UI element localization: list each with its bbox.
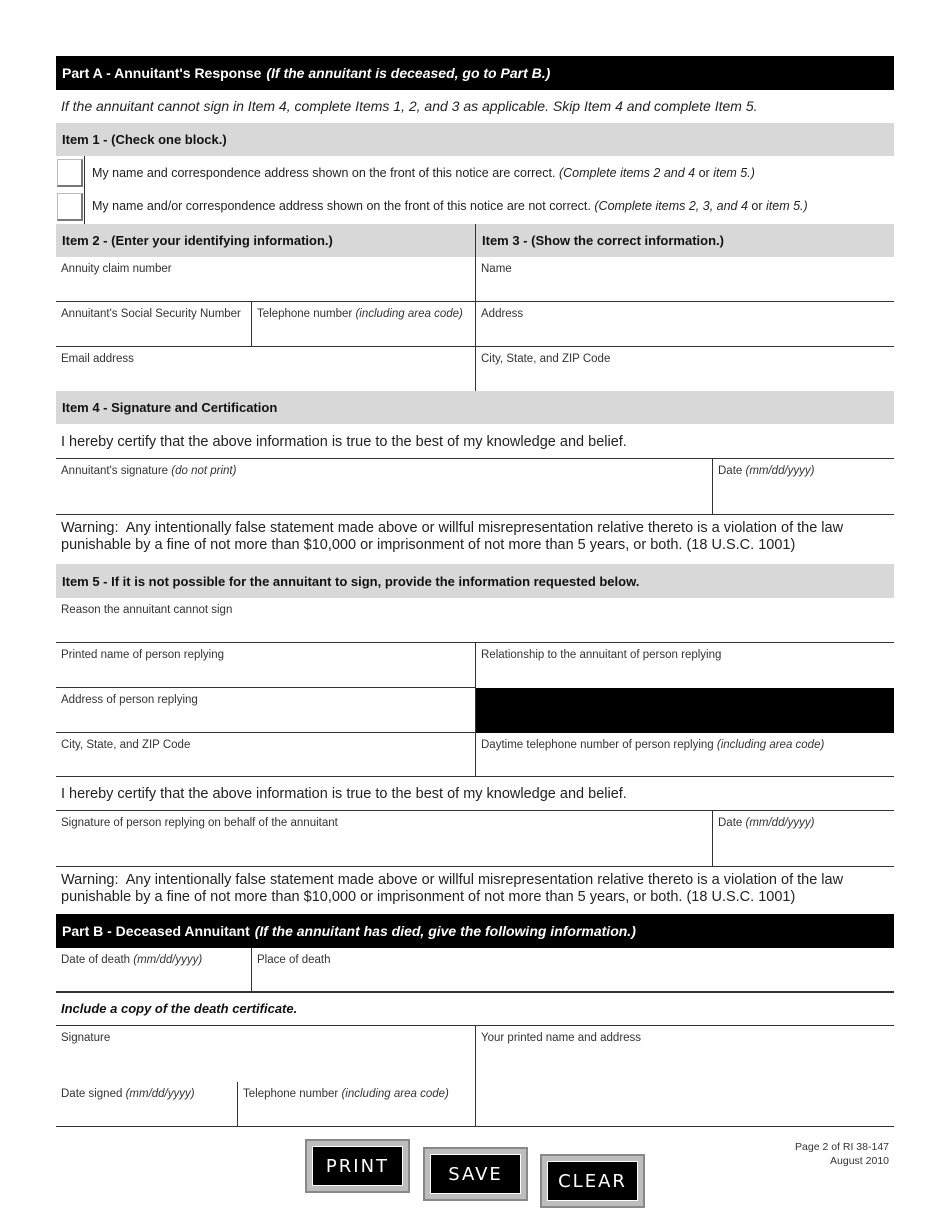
item5-header: Item 5 - If it is not possible for the annuitant to sign, provide the information requested below. bbox=[56, 564, 894, 598]
part-a-header bbox=[56, 56, 894, 90]
annuitant-signature-label: Annuitant's signature (do not print) bbox=[61, 465, 237, 477]
item4-header: Item 4 - Signature and Certification bbox=[56, 391, 894, 424]
part-a-instruction: If the annuitant cannot sign in Item 4, complete Items 1, 2, and 3 as applicable. Skip Item 4 and complete Item 5. bbox=[61, 98, 758, 114]
item3-header: Item 3 - (Show the correct information.) bbox=[476, 224, 894, 257]
part-b-title: Part B - Deceased Annuitant bbox=[62, 923, 250, 939]
reason-field[interactable] bbox=[56, 598, 894, 643]
replier-address-label: Address of person replying bbox=[61, 694, 198, 706]
death-date-label: Date of death (mm/dd/yyyy) bbox=[61, 954, 203, 966]
item3-name-label: Name bbox=[481, 263, 512, 275]
annuity-claim-label: Annuity claim number bbox=[61, 263, 172, 275]
clear-button-label: CLEAR bbox=[547, 1161, 638, 1201]
reason-label: Reason the annuitant cannot sign bbox=[61, 604, 233, 616]
death-place-field[interactable] bbox=[252, 948, 894, 992]
replier-address-field[interactable] bbox=[56, 688, 475, 733]
replier-phone-label: Daytime telephone number of person replying (including area code) bbox=[481, 739, 825, 751]
print-button-label: PRINT bbox=[312, 1146, 403, 1186]
part-b-printed-name-field[interactable] bbox=[476, 1026, 894, 1126]
item1-header: Item 1 - (Check one block.) bbox=[56, 123, 894, 156]
date-signed-field[interactable] bbox=[56, 1082, 237, 1126]
replier-city-label: City, State, and ZIP Code bbox=[61, 739, 191, 751]
footer-page: Page 2 of RI 38-147 bbox=[795, 1141, 889, 1153]
item3-city-label: City, State, and ZIP Code bbox=[481, 353, 611, 365]
item1-option1 bbox=[92, 166, 755, 180]
item1-option2-note-a: (Complete items 2, 3, and 4 bbox=[594, 199, 748, 213]
item4-date-label: Date (mm/dd/yyyy) bbox=[718, 465, 815, 477]
item1-option2 bbox=[92, 199, 808, 213]
footer-date: August 2010 bbox=[830, 1155, 889, 1167]
item1-option1-checkbox[interactable] bbox=[57, 159, 83, 187]
death-certificate-note: Include a copy of the death certificate. bbox=[61, 1001, 298, 1016]
part-b-title-note: (If the annuitant has died, give the following information.) bbox=[254, 923, 636, 939]
item1-option1-text: My name and correspondence address shown on the front of this notice are correct. bbox=[92, 166, 556, 180]
item2-phone-label: Telephone number (including area code) bbox=[257, 308, 463, 320]
part-b-phone-label: Telephone number (including area code) bbox=[243, 1088, 449, 1100]
part-b-printed-name-label: Your printed name and address bbox=[481, 1032, 642, 1044]
part-b-signature-label: Signature bbox=[61, 1032, 111, 1044]
annuitant-signature-field[interactable] bbox=[56, 459, 712, 514]
ssn-label: Annuitant's Social Security Number bbox=[61, 308, 241, 320]
part-b-phone-field[interactable] bbox=[238, 1082, 475, 1126]
item3-address-label: Address bbox=[481, 308, 524, 320]
email-field[interactable] bbox=[56, 347, 475, 391]
save-button[interactable] bbox=[423, 1147, 528, 1201]
item4-date-field[interactable] bbox=[713, 459, 894, 514]
item1-option2-or: or bbox=[751, 199, 763, 213]
save-button-label: SAVE bbox=[430, 1154, 521, 1194]
replier-signature-field[interactable] bbox=[56, 811, 712, 866]
relationship-field[interactable] bbox=[476, 643, 894, 688]
page-footer bbox=[795, 1140, 889, 1168]
item1-option2-note-b: item 5.) bbox=[766, 199, 808, 213]
replier-phone-field[interactable] bbox=[476, 733, 894, 777]
redacted-block bbox=[476, 688, 894, 733]
replier-signature-label: Signature of person replying on behalf of the annuitant bbox=[61, 817, 338, 829]
replier-city-field[interactable] bbox=[56, 733, 475, 777]
part-a-title: Part A - Annuitant's Response bbox=[62, 65, 262, 81]
item5-warning-label: Warning: bbox=[61, 872, 119, 888]
email-label: Email address bbox=[61, 353, 134, 365]
item5-warning-text: Any intentionally false statement made above or willful misrepresentation relative thereto is a violation of the law punishable by a fine of not more than $10,000 or imprisonment of not more than 5 years, or both. (18 U.S.C. 1001) bbox=[61, 872, 844, 905]
print-button[interactable] bbox=[305, 1139, 410, 1193]
item5-date-label: Date (mm/dd/yyyy) bbox=[718, 817, 815, 829]
clear-button[interactable] bbox=[540, 1154, 645, 1208]
item1-option1-or: or bbox=[698, 166, 710, 180]
death-place-label: Place of death bbox=[257, 954, 331, 966]
printed-name-field[interactable] bbox=[56, 643, 475, 688]
item1-option1-note-a: (Complete items 2 and 4 bbox=[558, 166, 696, 180]
item1-option2-text: My name and/or correspondence address shown on the front of this notice are not correct. bbox=[92, 199, 591, 213]
item2-header: Item 2 - (Enter your identifying information.) bbox=[56, 224, 475, 257]
item3-address-field[interactable] bbox=[476, 302, 894, 347]
relationship-label: Relationship to the annuitant of person replying bbox=[481, 649, 722, 661]
item3-name-field[interactable] bbox=[476, 257, 894, 302]
item4-warning bbox=[61, 520, 891, 554]
part-b-header bbox=[56, 914, 894, 948]
item4-warning-label: Warning: bbox=[61, 520, 119, 536]
death-date-field[interactable] bbox=[56, 948, 251, 992]
item5-certify: I hereby certify that the above information is true to the best of my knowledge and belief. bbox=[61, 786, 627, 802]
item1-option2-checkbox[interactable] bbox=[57, 193, 83, 221]
item4-certify: I hereby certify that the above information is true to the best of my knowledge and belief. bbox=[61, 434, 627, 450]
item1-option1-note-b: item 5.) bbox=[713, 166, 755, 180]
part-a-title-note: (If the annuitant is deceased, go to Part B.) bbox=[266, 65, 551, 81]
ssn-field[interactable] bbox=[56, 302, 251, 347]
item3-city-field[interactable] bbox=[476, 347, 894, 391]
date-signed-label: Date signed (mm/dd/yyyy) bbox=[61, 1088, 195, 1100]
part-b-signature-field[interactable] bbox=[56, 1026, 475, 1081]
item5-date-field[interactable] bbox=[713, 811, 894, 866]
annuity-claim-field[interactable] bbox=[56, 257, 475, 302]
item2-phone-field[interactable] bbox=[252, 302, 475, 347]
item4-warning-text: Any intentionally false statement made above or willful misrepresentation relative thereto is a violation of the law punishable by a fine of not more than $10,000 or imprisonment of not more than 5 years, or both. (18 U.S.C. 1001) bbox=[61, 520, 844, 553]
printed-name-label: Printed name of person replying bbox=[61, 649, 225, 661]
item5-warning bbox=[61, 872, 891, 906]
